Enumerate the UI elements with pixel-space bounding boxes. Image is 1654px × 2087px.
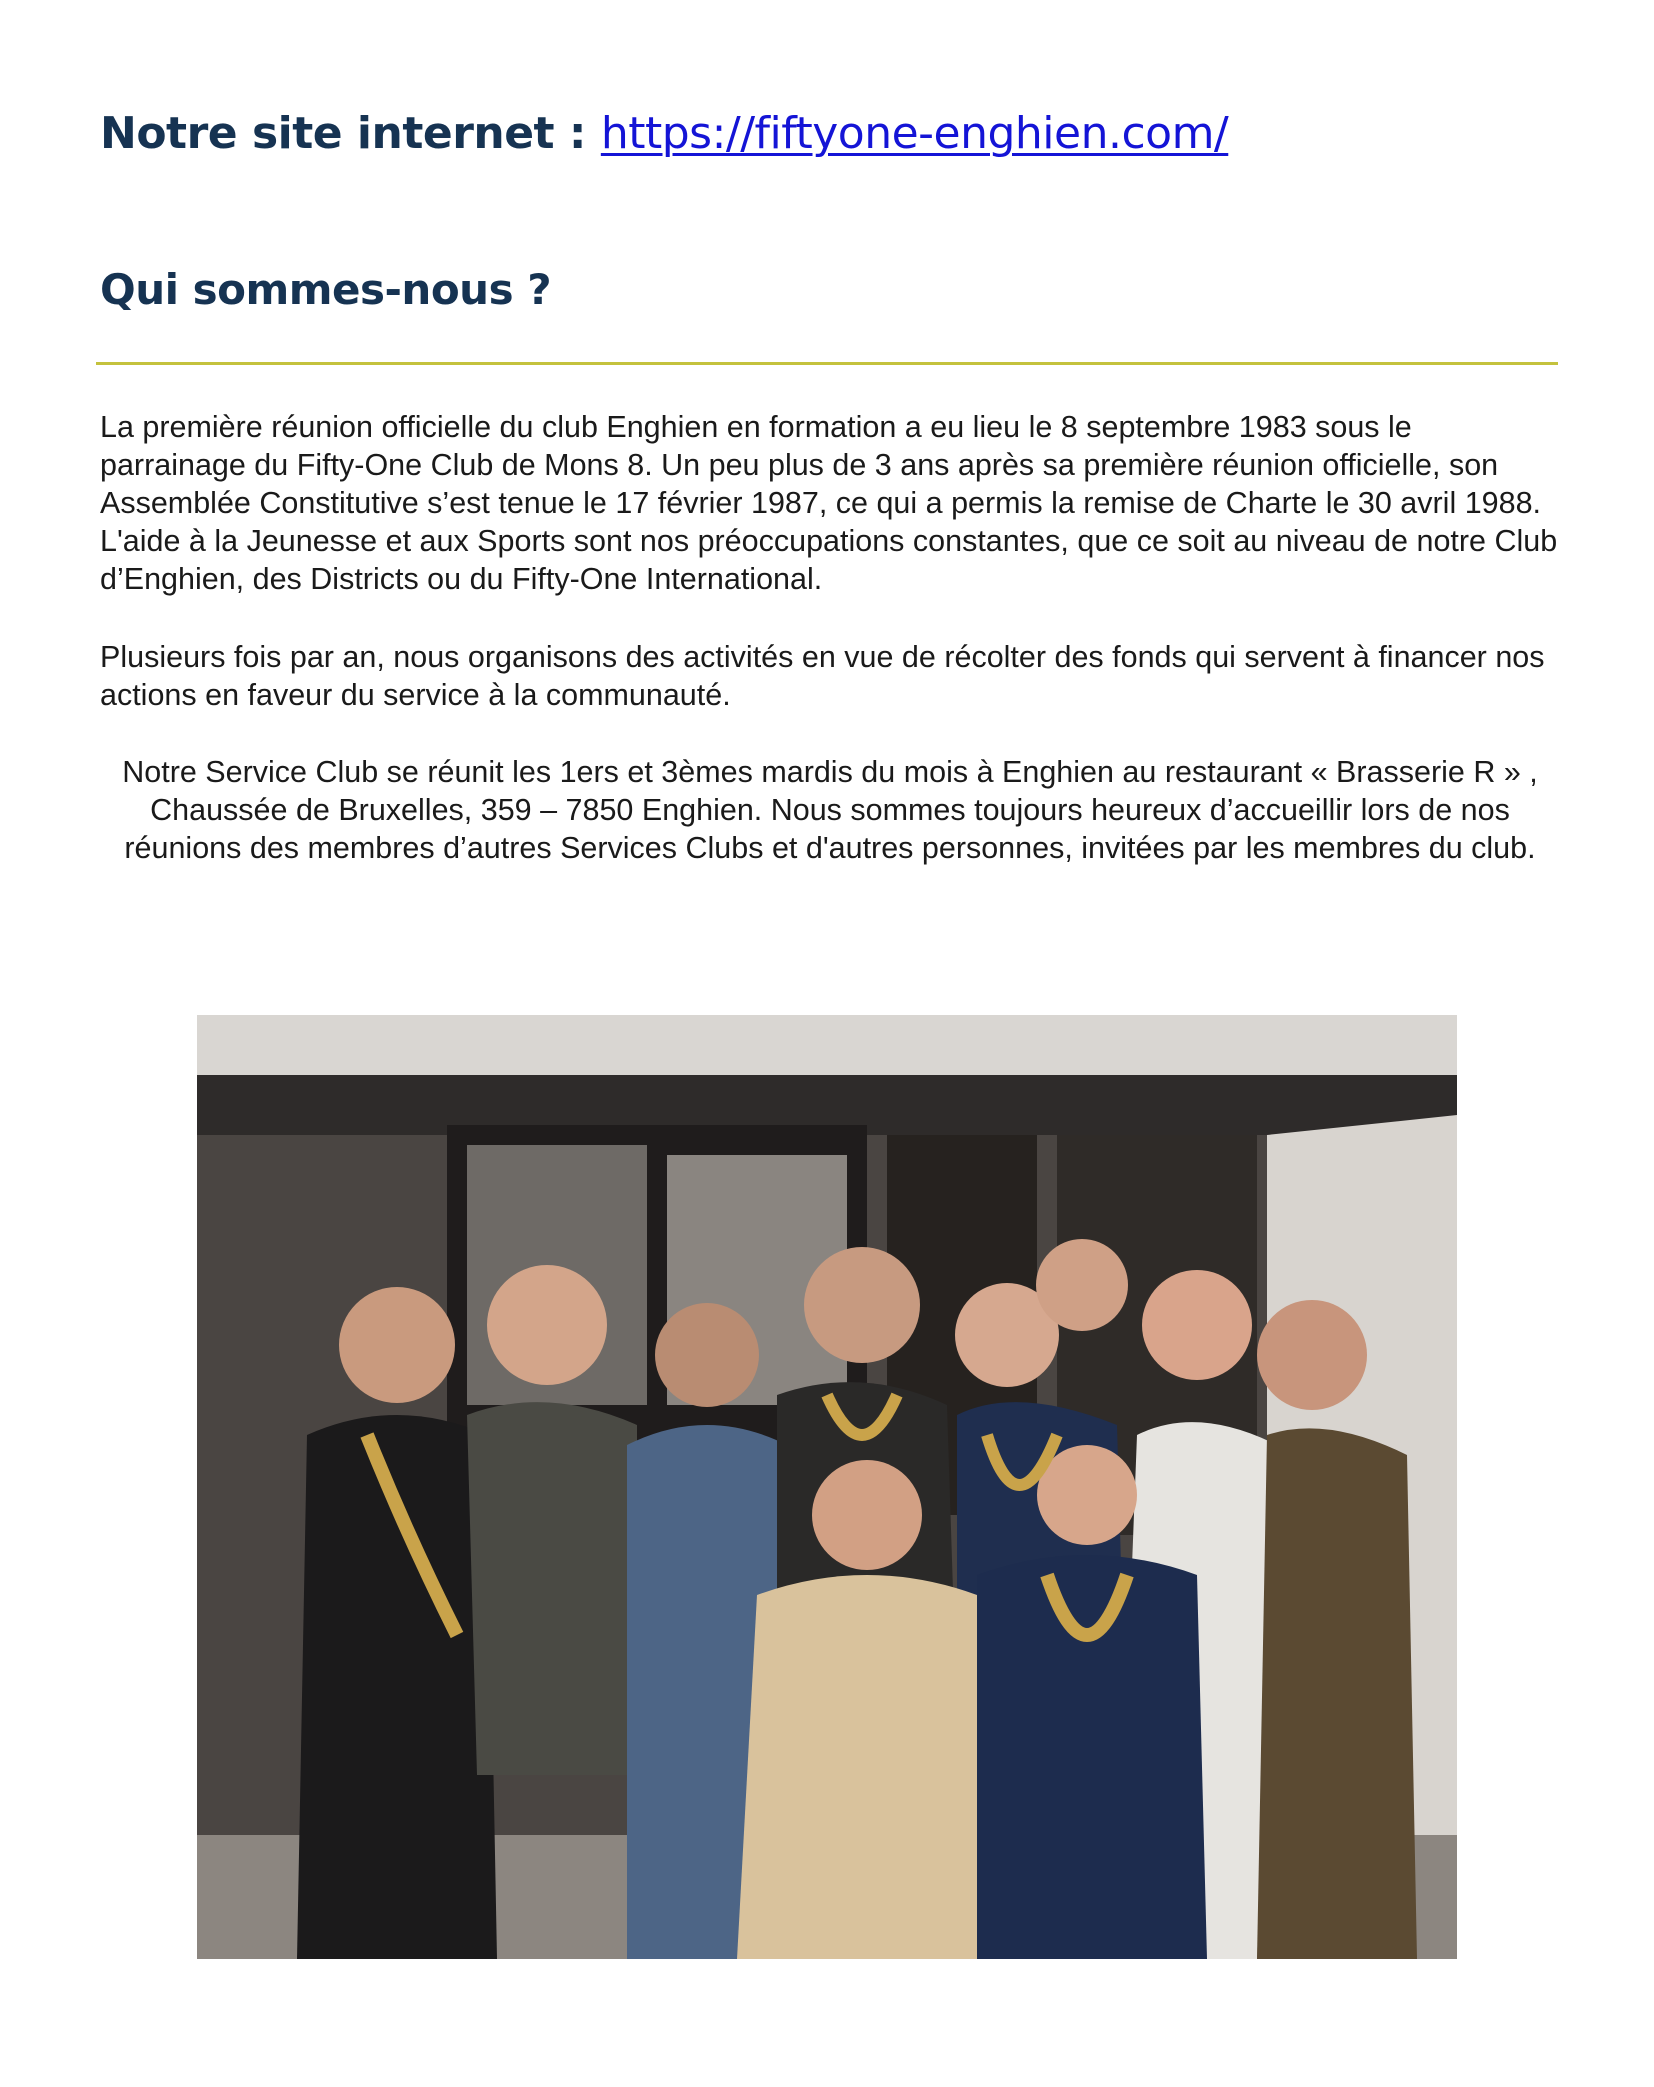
website-link[interactable]: https://fiftyone-enghien.com/ [600, 108, 1229, 159]
group-photo [197, 1015, 1457, 1959]
activities-paragraph: Plusieurs fois par an, nous organisons des activités en vue de récolter des fonds qui servent à financer nos actions en faveur du service à la communauté. [100, 640, 1545, 712]
section-divider [96, 362, 1558, 365]
website-label: Notre site internet : [100, 108, 601, 159]
website-heading [100, 108, 1228, 159]
meeting-paragraph: Notre Service Club se réunit les 1ers et 3èmes mardis du mois à Enghien au restaurant « Brasserie R » , Chaussée de Bruxelles, 359 – 7850 Enghien. Nous sommes toujours heureux d’accueillir lors de nos réunions des membres d’autres Services Clubs et d'autres personnes, invitées par les membres du club. [122, 755, 1538, 865]
history-paragraph: La première réunion officielle du club Enghien en formation a eu lieu le 8 septembre 1983 sous le parrainage du Fifty-One Club de Mons 8. Un peu plus de 3 ans après sa première réunion officielle, son Assemblée Constitutive s’est tenue le 17 février 1987, ce qui a permis la remise de Charte le 30 avril 1988. L'aide à la Jeunesse et aux Sports sont nos préoccupations constantes, que ce soit au niveau de notre Club d’Enghien, des Districts ou du Fifty-One International. [100, 410, 1558, 596]
section-title: Qui sommes-nous ? [100, 265, 552, 314]
